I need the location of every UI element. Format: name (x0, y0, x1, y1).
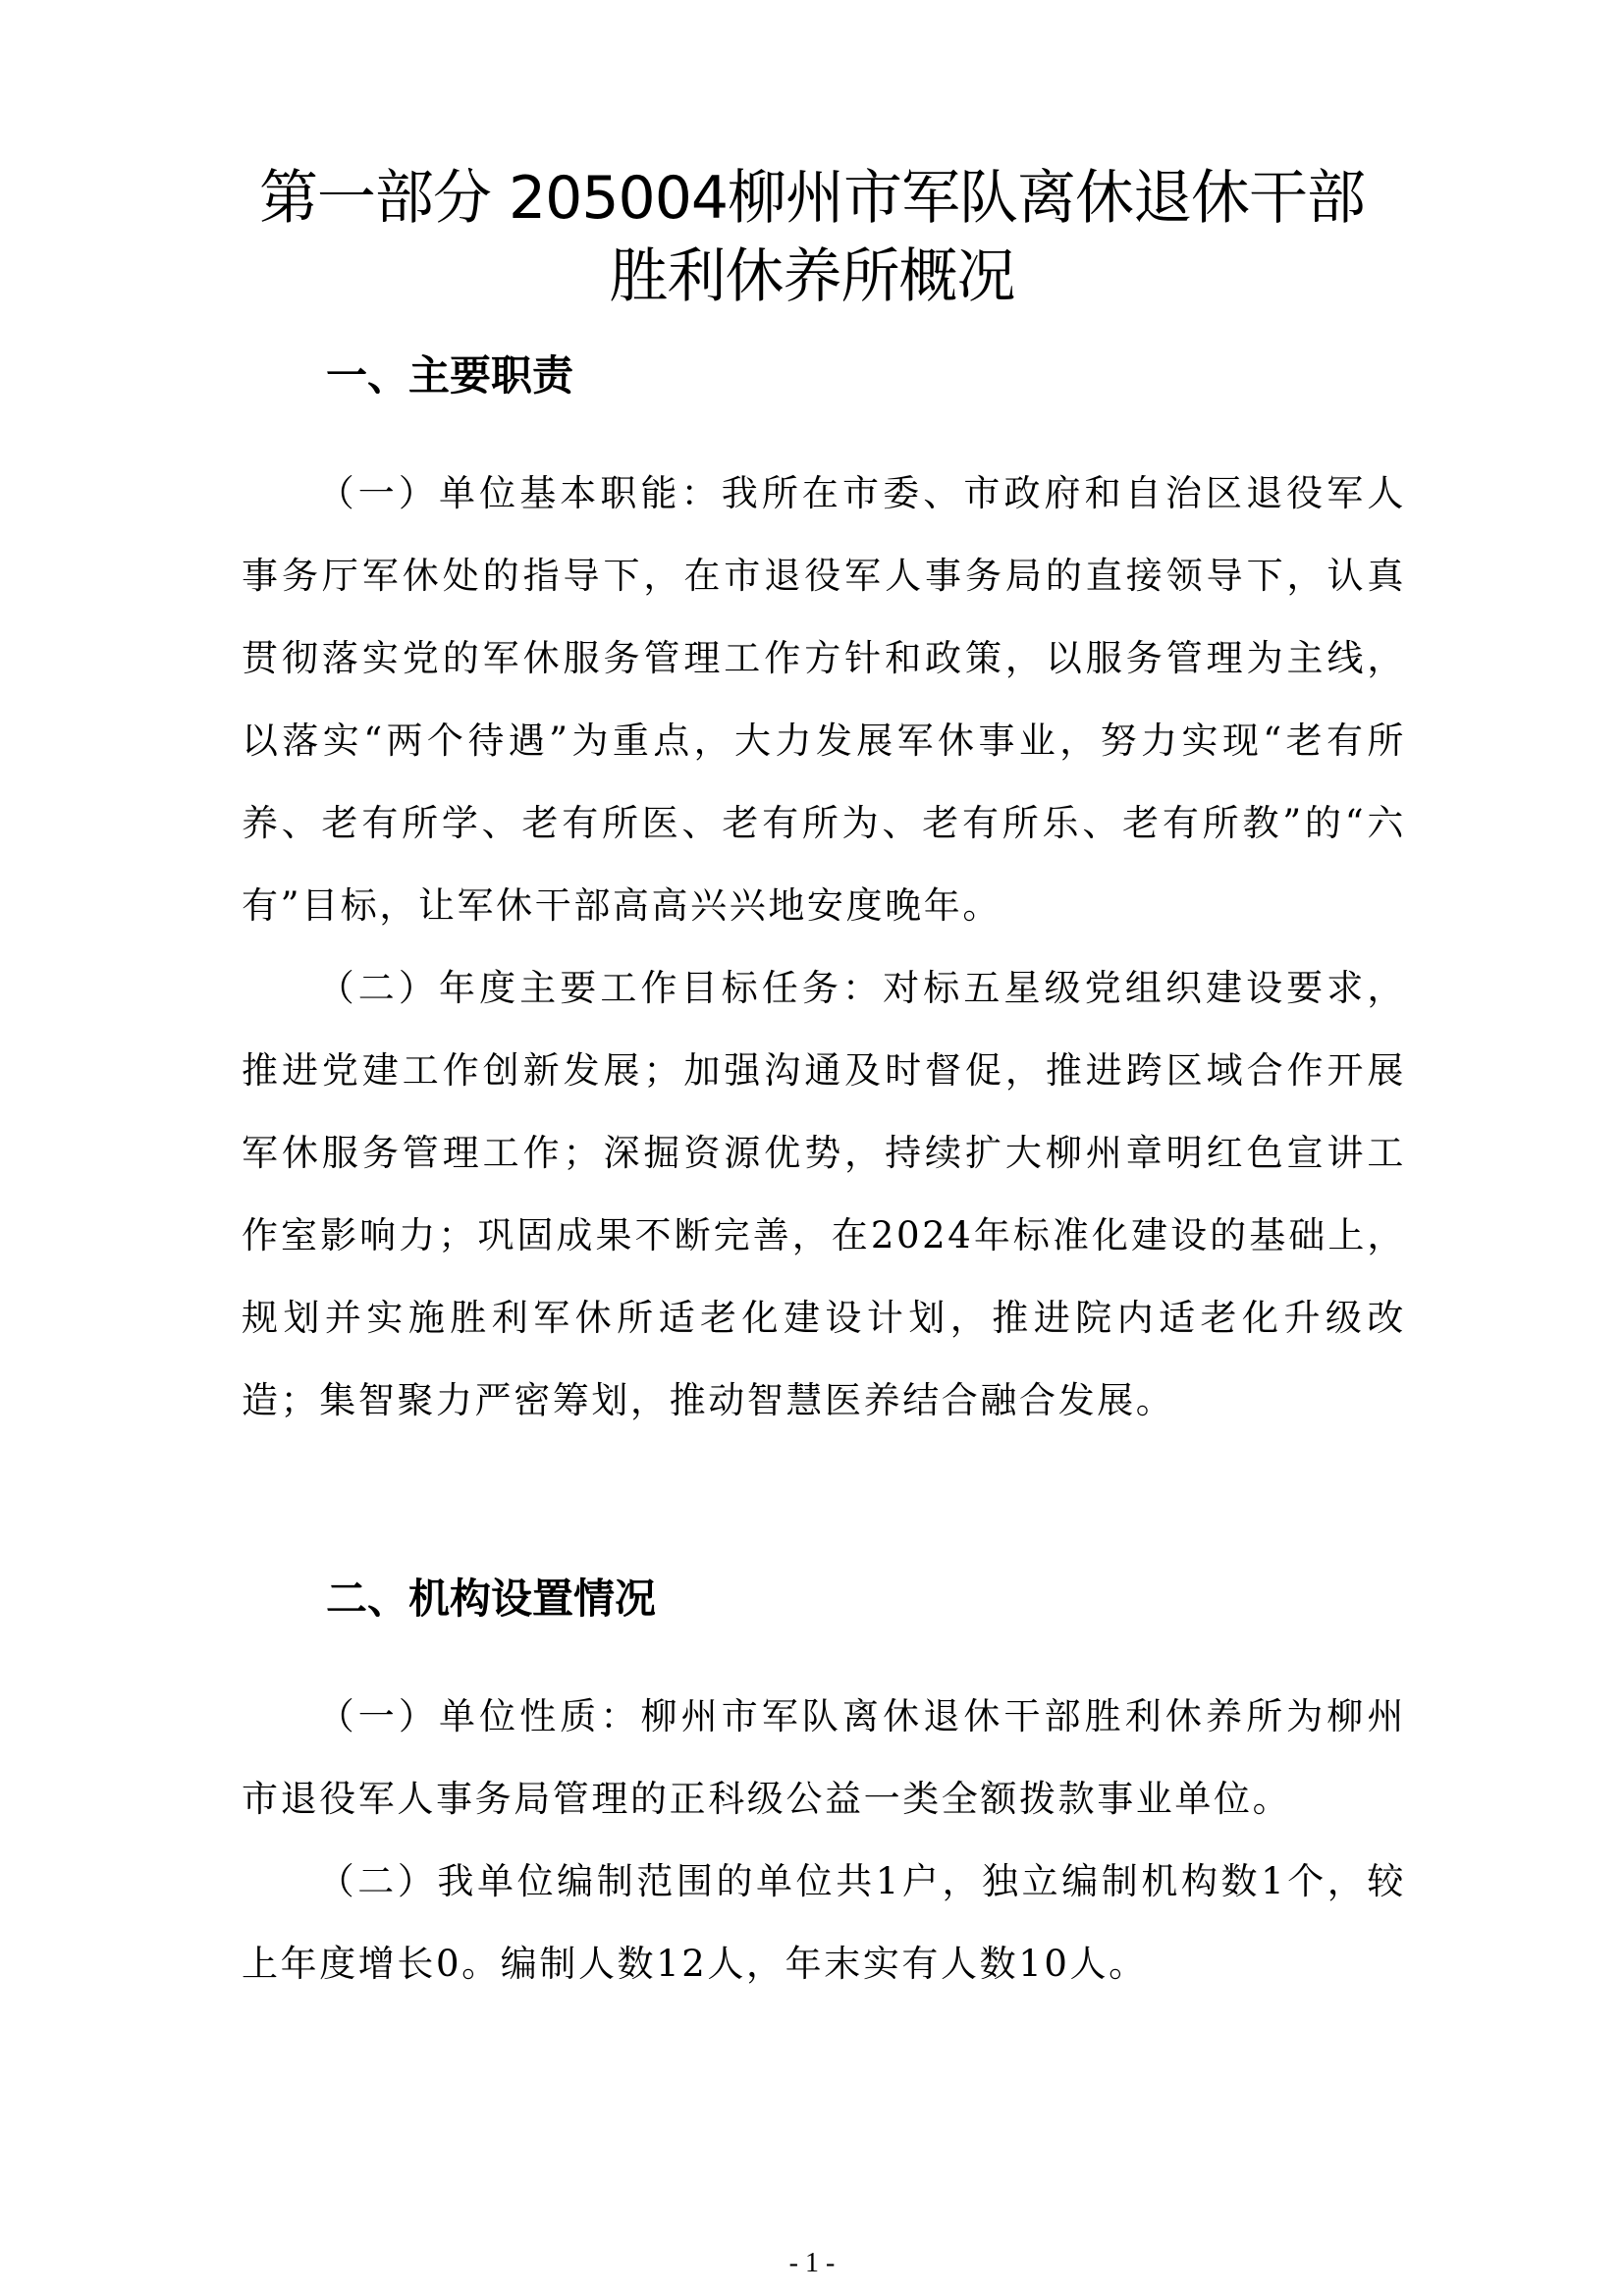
paragraph-staffing: （二）我单位编制范围的单位共1户，独立编制机构数1个，较上年度增长0。编制人数12人，年末实有人数10人。 (242, 1860, 1406, 1985)
paragraph-basic-functions: （一）单位基本职能：我所在市委、市政府和自治区退役军人事务厅军休处的指导下，在市退役军人事务局的直接领导下，认真贯彻落实党的军休服务管理工作方针和政策，以服务管理为主线，以落实“两个待遇”为重点，大力发展军休事业，努力实现“老有所养、老有所学、老有所医、老有所为、老有所乐、老有所教”的“六有”目标，让军休干部高高兴兴地安度晚年。 (242, 472, 1406, 927)
section-heading-organization: 二、机构设置情况 (326, 1575, 657, 1623)
page-title (196, 159, 1428, 316)
title-line-2: 胜利休养所概况 (609, 242, 1015, 311)
section-heading-duties: 一、主要职责 (326, 351, 574, 400)
page-number: - 1 - (788, 2248, 836, 2278)
paragraph-unit-nature: （一）单位性质：柳州市军队离休退休干部胜利休养所为柳州市退役军人事务局管理的正科级公益一类全额拨款事业单位。 (242, 1695, 1406, 1820)
paragraph-annual-tasks: （二）年度主要工作目标任务：对标五星级党组织建设要求，推进党建工作创新发展；加强沟通及时督促，推进跨区域合作开展军休服务管理工作；深掘资源优势，持续扩大柳州章明红色宣讲工作室影响力；巩固成果不断完善，在2024年标准化建设的基础上，规划并实施胜利军休所适老化建设计划，推进院内适老化升级改造；集智聚力严密筹划，推动智慧医养结合融合发展。 (242, 967, 1406, 1421)
title-line-1: 第一部分 205004柳州市军队离休退休干部 (258, 164, 1366, 233)
